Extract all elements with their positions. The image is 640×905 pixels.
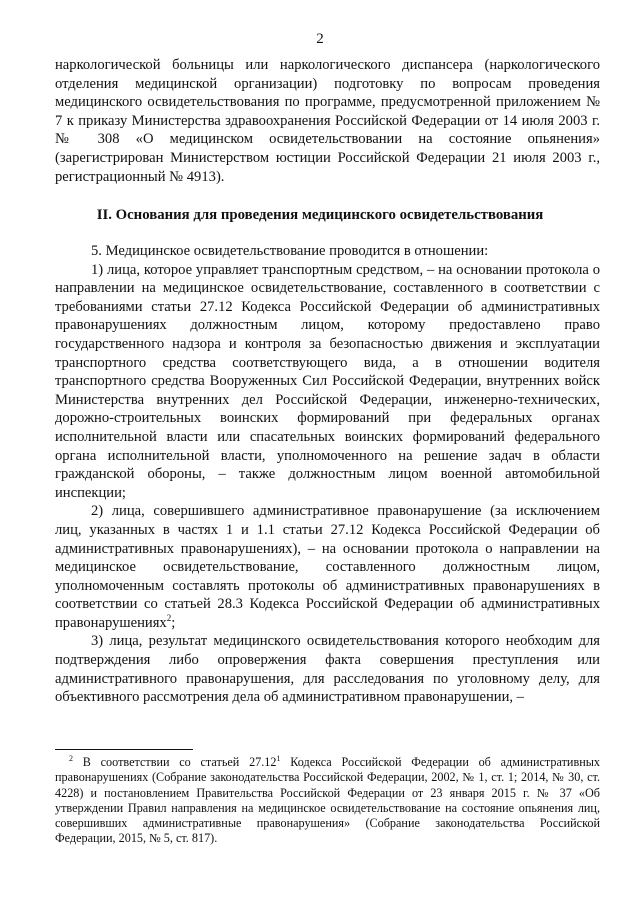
clause-item-1: 1) лица, которое управляет транспортным средством, – на основании протокола о направлении на медицинское освидетельствование, составленного в соответствии с требованиями статьи 27.12 Кодекса Российской Федерации об административных правонарушениях должностным лицом, которому предоставлено право государственного надзора и контроля за безопасностью движения и эксплуатации транспортного средства соответствующего вида, а в отношении водителя транспортного средства Вооруженных Сил Российской Федерации, внутренних войск Министерства внутренних дел Российской Федерации, инженерно-технических, дорожно-строительных воинских формирований при федеральных органах исполнительной власти или спасательных воинских формирований федерального органа исполнительной власти, уполномоченного на решение задач в области гражданской обороны, – также должностным лицом военной автомобильной инспекции; [55, 261, 600, 501]
footnote-separator [55, 749, 193, 750]
intro-paragraph: наркологической больницы или наркологического диспансера (наркологического отделения медицинской организации) подготовку по вопросам проведения медицинского освидетельствования по программе, предусмотренной приложением № 7 к приказу Министерства здравоохранения Российской Федерации от 14 июля 2003 г. № 308 «О медицинском освидетельствовании на состояние опьянения» (зарегистрирован Министерством юстиции Российской Федерации 21 июля 2003 г., регистрационный № 4913). [55, 57, 600, 185]
page-number: 2 [316, 31, 324, 47]
clause-item-2 [55, 502, 600, 632]
footnote-inner-reference: 1 [276, 753, 281, 763]
footnote-text-end: Кодекса Российской Федерации об административных правонарушениях (Собрание законодательства Российской Федерации, 2002, № 1, ст. 1; 2014, № 30, ст. 4228) и постановлением Правительства Российской Федерации от 23 января 2015 г. № 37 «Об утверждении Правил направления на медицинское освидетельствование на состояние опьянения лиц, совершивших административные правонарушения» (Собрание законодательства Российской Федерации, 2015, № 5, ст. 817). [55, 755, 601, 846]
clause-item-2-end: ; [171, 614, 176, 631]
clause-item-3: 3) лица, результат медицинского освидетельствования которого необходим для подтверждения либо опровержения факта совершения преступления или административного правонарушения, для расследования по уголовному делу, для объективного рассмотрения дела об административном правонарушении, – [55, 633, 600, 706]
footnote-text-start: В соответствии со статьей 27.12 [82, 755, 277, 769]
section-heading: II. Основания для проведения медицинского освидетельствования [96, 207, 544, 223]
clause-item-2-text: 2) лица, совершившего административное правонарушение (за исключением лиц, указанных в частях 1 и 1.1 статьи 27.12 Кодекса Российской Федерации об административных правонарушениях), – на основании протокола о направлении на медицинское освидетельствование, составленного должностным лицом, уполномоченным составлять протоколы об административных правонарушениях в соответствии со статьей 28.3 Кодекса Российской Федерации об административных правонарушениях [55, 503, 600, 631]
clause-list [55, 242, 600, 707]
footnote [55, 755, 600, 847]
footnote-marker: 2 [69, 753, 73, 763]
clause-5: 5. Медицинское освидетельствование проводится в отношении: [91, 243, 489, 259]
footnote-reference: 2 [166, 613, 172, 624]
